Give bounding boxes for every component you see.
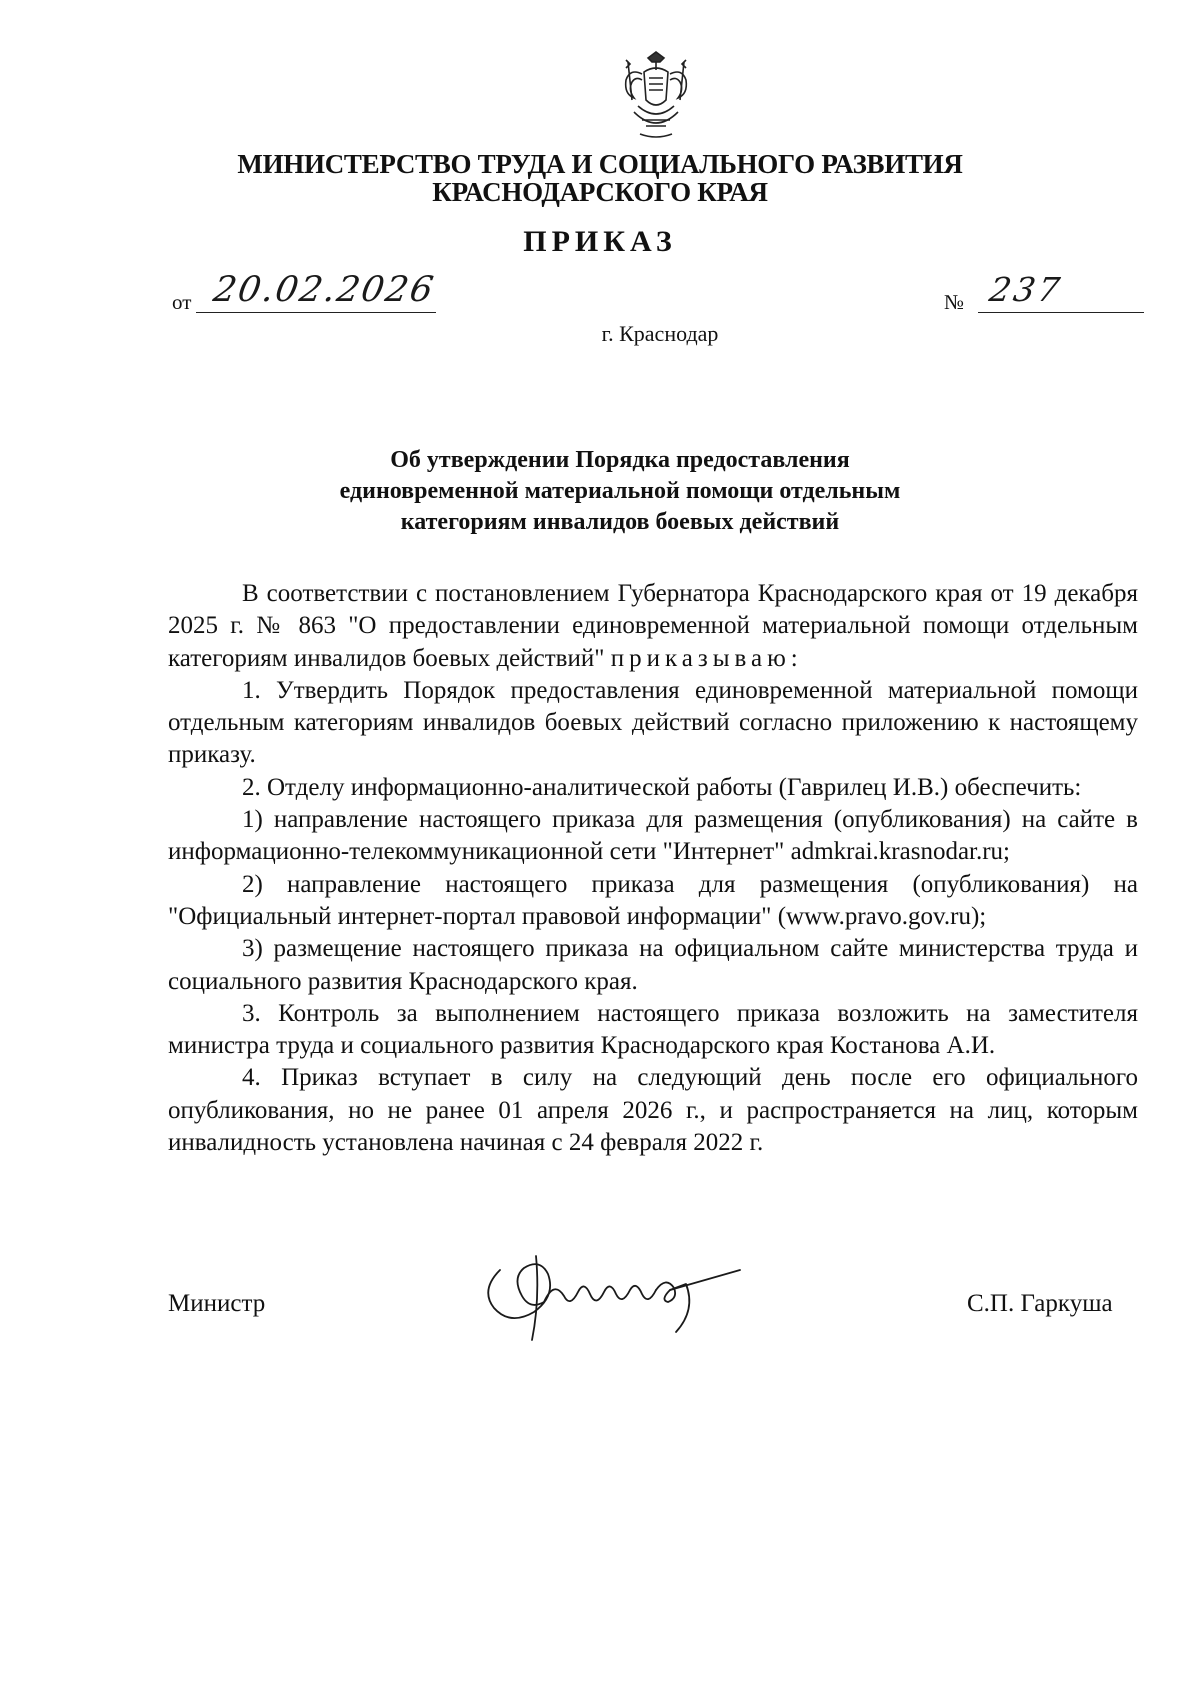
ministry-name-line1: МИНИСТЕРСТВО ТРУДА И СОЦИАЛЬНОГО РАЗВИТИЯ <box>237 149 963 179</box>
order-subject <box>310 445 930 538</box>
document-type-title: ПРИКАЗ <box>523 225 677 258</box>
date-label: от <box>172 290 192 314</box>
ministry-name-line2: КРАСНОДАРСКОГО КРАЯ <box>432 177 768 207</box>
number-label: № <box>944 290 965 314</box>
item-2-sub-3: 3) размещение настоящего приказа на официальном сайте министерства труда и социального развития Краснодарского края. <box>168 935 1138 995</box>
order-body <box>168 578 1138 1159</box>
item-2: 2. Отделу информационно-аналитической работы (Гаврилец И.В.) обеспечить: <box>242 773 1082 801</box>
preamble-paragraph <box>168 578 1138 675</box>
item-2-sub-2: 2) направление настоящего приказа для размещения (опубликования) на "Официальный интернет-портал правовой информации" (www.pravo.gov.ru); <box>168 870 1138 930</box>
subject-line1: Об утверждении Порядка предоставления <box>390 447 850 473</box>
coat-of-arms-icon <box>620 50 692 142</box>
number-underline <box>978 312 1144 313</box>
city-line: г. Краснодар <box>601 321 719 346</box>
number-value-handwritten: 237 <box>986 270 1066 309</box>
preamble-text: В соответствии с постановлением Губернатора Краснодарского края от 19 декабря 2025 г. № 863 "О предоставлении единовременной материальной помощи отдельным категориям инвалидов боевых действий" <box>168 580 1138 672</box>
date-underline <box>196 312 436 313</box>
item-2-sub-1: 1) направление настоящего приказа для размещения (опубликования) на сайте в информационно-телекоммуникационной сети "Интернет" admkrai.krasnodar.ru; <box>168 806 1138 866</box>
signer-name: С.П. Гаркуша <box>967 1290 1113 1317</box>
item-4: 4. Приказ вступает в силу на следующий день после его официального опубликования, но не ранее 01 апреля 2026 г., и распространяется на лиц, которым инвалидность установлена начиная с 24 февраля 2022 г. <box>168 1064 1138 1157</box>
signer-position: Министр <box>168 1290 266 1317</box>
item-1: 1. Утвердить Порядок предоставления единовременной материальной помощи отдельным категориям инвалидов боевых действий согласно приложению к настоящему приказу. <box>168 676 1138 769</box>
subject-line2: единовременной материальной помощи отдельным <box>339 478 901 504</box>
date-value-handwritten: 20.02.2026 <box>210 270 438 310</box>
item-3: 3. Контроль за выполнением настоящего приказа возложить на заместителя министра труда и социального развития Краснодарского края Костанова А.И. <box>168 999 1138 1060</box>
order-word: приказываю: <box>610 644 803 672</box>
subject-line3: категориям инвалидов боевых действий <box>400 509 840 535</box>
handwritten-signature <box>470 1240 760 1350</box>
